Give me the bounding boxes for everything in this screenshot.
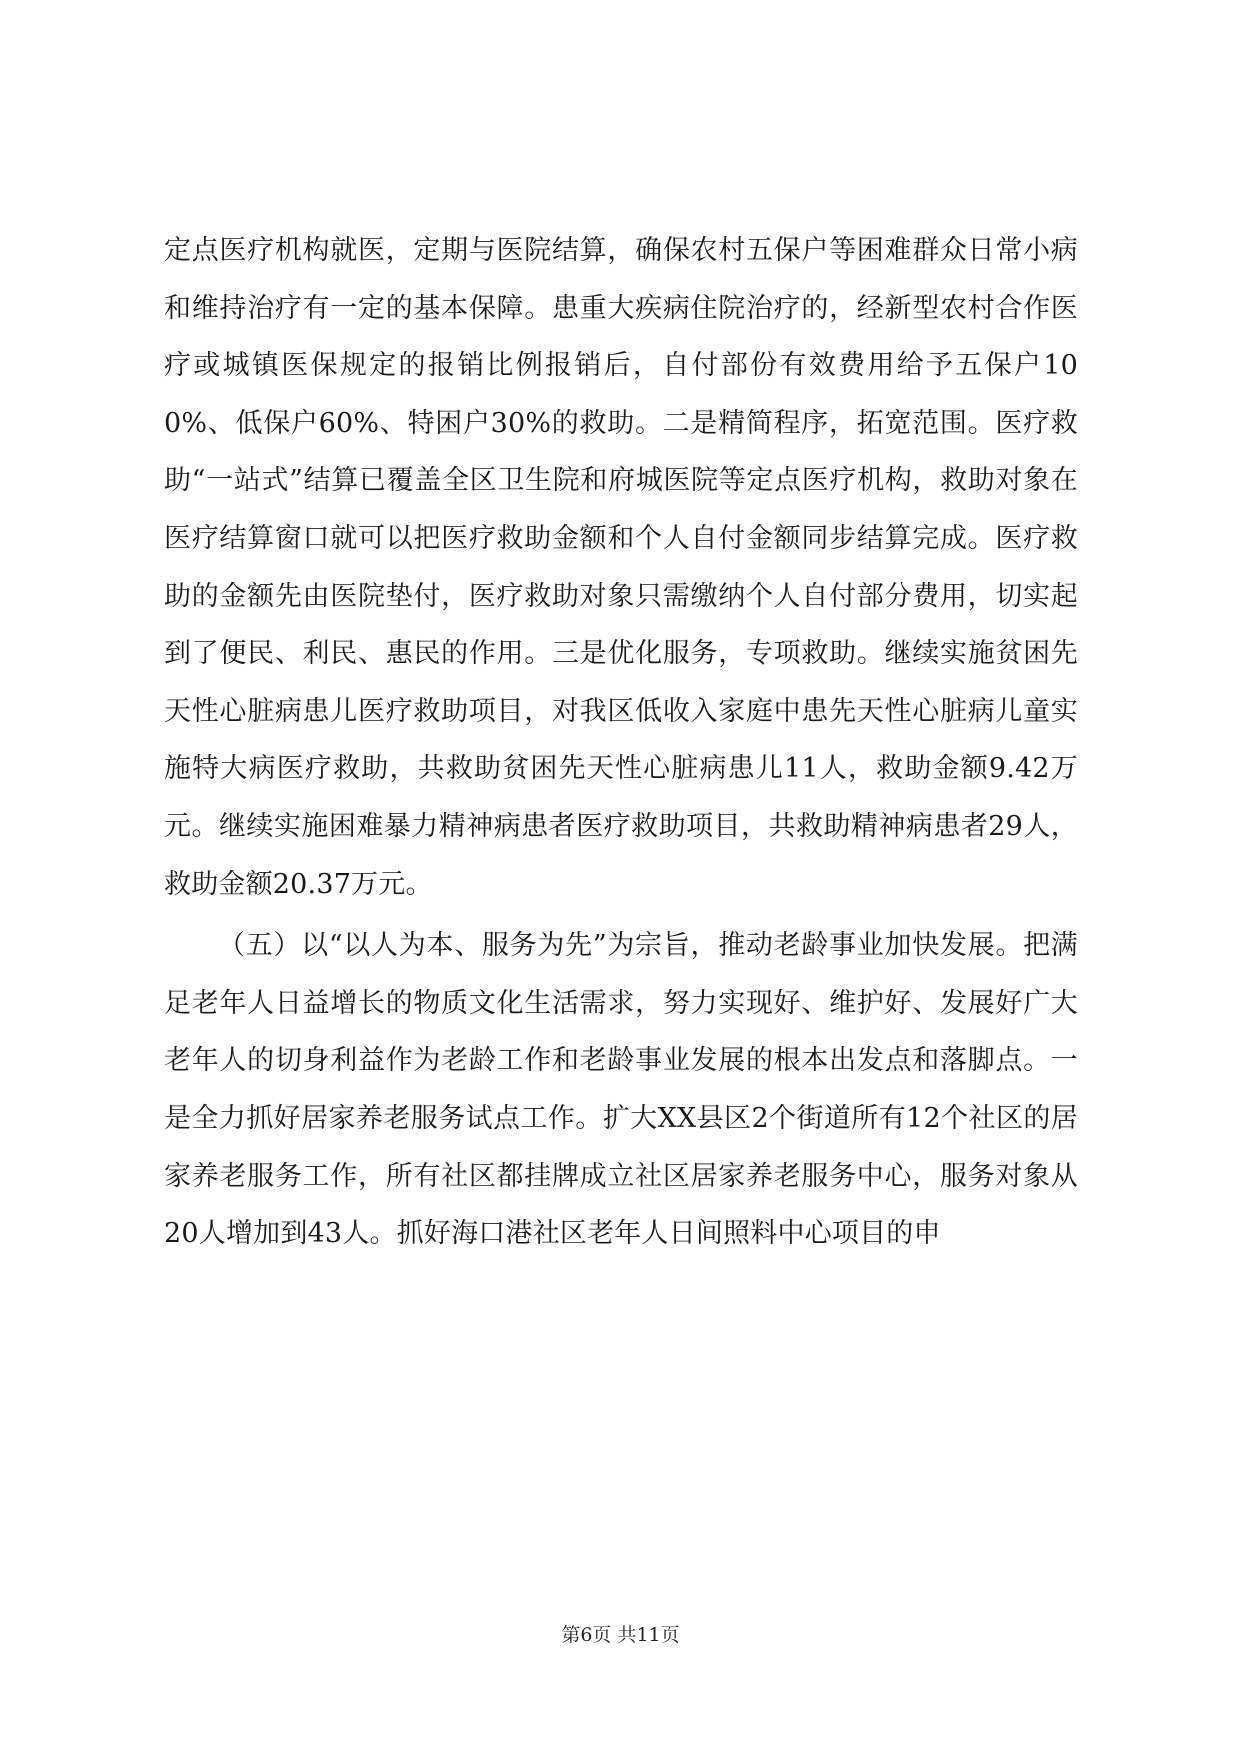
paragraph-medical-aid: 定点医疗机构就医，定期与医院结算，确保农村五保户等困难群众日常小病和维持治疗有一定的基本保障。患重大疾病住院治疗的，经新型农村合作医疗或城镇医保规定的报销比例报销后，自付部份有效费用给予五保户100%、低保户60%、特困户30%的救助。二是精简程序，拓宽范围。医疗救助“一站式”结算已覆盖全区卫生院和府城医院等定点医疗机构，救助对象在医疗结算窗口就可以把医疗救助金额和个人自付金额同步结算完成。医疗救助的金额先由医院垫付，医疗救助对象只需缴纳个人自付部分费用，切实起到了便民、利民、惠民的作用。三是优化服务，专项救助。继续实施贫困先天性心脏病患儿医疗救助项目，对我区低收入家庭中患先天性心脏病儿童实施特大病医疗救助，共救助贫困先天性心脏病患儿11人，救助金额9.42万元。继续实施困难暴力精神病患者医疗救助项目，共救助精神病患者29人，救助金额20.37万元。	[164, 235, 1078, 900]
paragraph-elderly-affairs: （五）以“以人为本、服务为先”为宗旨，推动老龄事业加快发展。把满足老年人日益增长的物质文化生活需求，努力实现好、维护好、发展好广大老年人的切身利益作为老龄工作和老龄事业发展的根本出发点和落脚点。一是全力抓好居家养老服务试点工作。扩大XX县区2个街道所有12个社区的居家养老服务工作，所有社区都挂牌成立社区居家养老服务中心，服务对象从20人增加到43人。抓好海口港社区老年人日间照料中心项目的申	[164, 930, 1078, 1250]
document-body	[164, 222, 1078, 1263]
page-number-footer: 第6页 共11页	[561, 1624, 680, 1646]
